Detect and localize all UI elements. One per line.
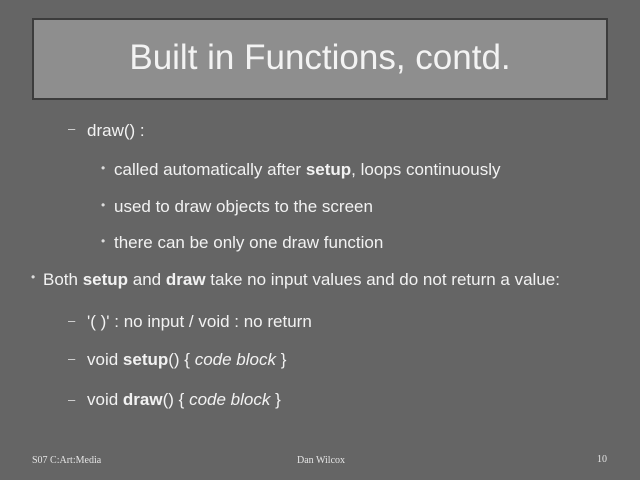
footer-author: Dan Wilcox bbox=[297, 455, 346, 466]
bullet-dot: • bbox=[31, 270, 36, 284]
title-box bbox=[32, 18, 608, 100]
bullet-dot: • bbox=[101, 234, 106, 248]
draw-heading: draw() : bbox=[87, 121, 145, 140]
dash-marker: – bbox=[68, 351, 76, 366]
dash-item-1: '( )' : no input / void : no return bbox=[87, 312, 312, 331]
page-number: 10 bbox=[597, 454, 607, 465]
bullet-dot: • bbox=[101, 161, 106, 175]
main-bullet: Both setup and draw take no input values and do not return a value: bbox=[43, 270, 560, 289]
slide-title: Built in Functions, contd. bbox=[129, 38, 511, 77]
bullet-dot: • bbox=[101, 198, 106, 212]
dash-marker: – bbox=[68, 392, 76, 407]
dash-item-3: void draw() { code block } bbox=[87, 390, 281, 409]
sub-bullet-2: used to draw objects to the screen bbox=[114, 197, 373, 216]
dash-marker: – bbox=[68, 121, 76, 136]
dash-marker: – bbox=[68, 313, 76, 328]
footer-course: S07 C:Art:Media bbox=[32, 455, 102, 466]
dash-item-2: void setup() { code block } bbox=[87, 350, 287, 369]
sub-bullet-3: there can be only one draw function bbox=[114, 233, 384, 252]
sub-bullet-1: called automatically after setup, loops continuously bbox=[114, 160, 501, 179]
